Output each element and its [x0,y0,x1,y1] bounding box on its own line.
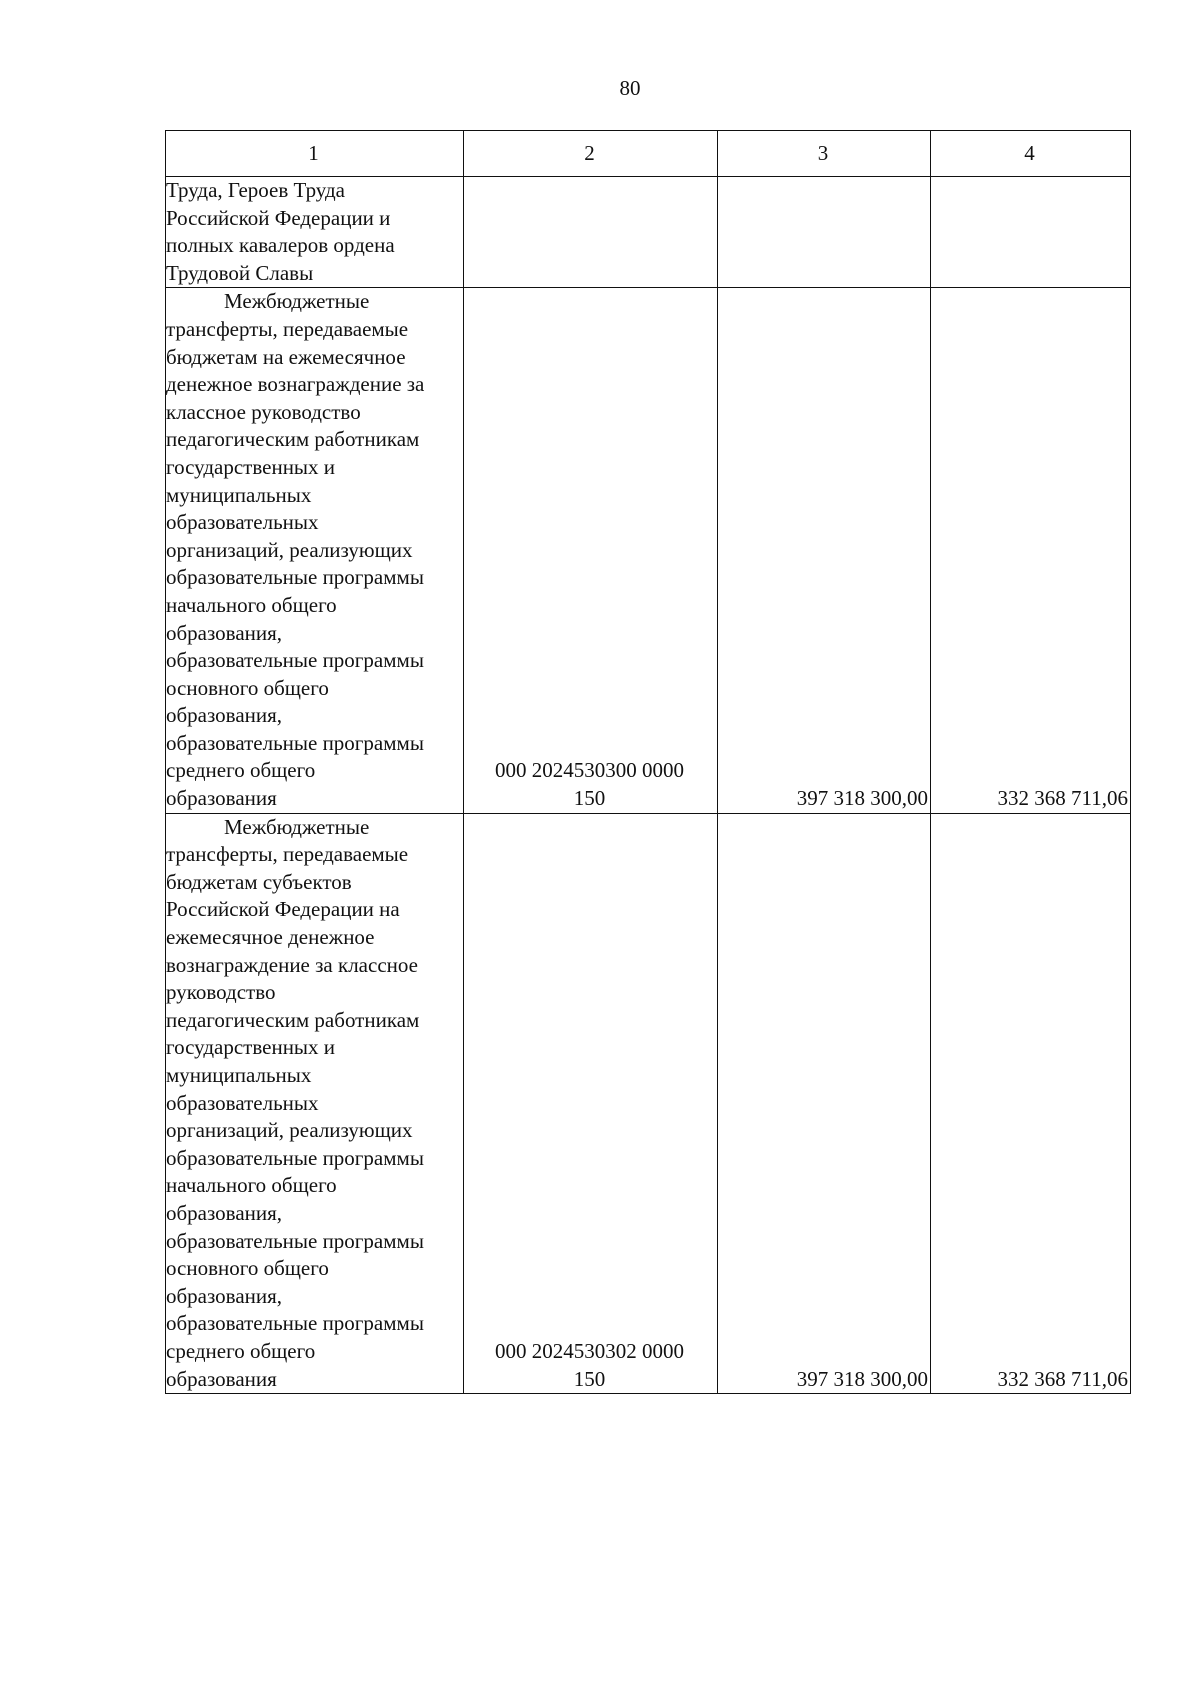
row-value-2026: 332 368 711,06 [931,813,1131,1393]
row-name-line: среднего общего [166,1338,316,1363]
row-value-2025: 397 318 300,00 [718,813,931,1393]
row-name-line: Трудовой Славы [166,260,314,285]
row-name-line: муниципальных [166,482,312,507]
row-value-2026: 332 368 711,06 [931,288,1131,813]
row-value-2025 [718,177,931,288]
row-name-line: образовательные программы [166,730,424,755]
row-name-line: основного общего [166,675,329,700]
row-name-line: организаций, реализующих [166,1118,413,1143]
row-name-cell [166,288,464,813]
row-code-line: 000 2024530300 0000 [495,758,684,783]
row-code-cell [464,177,718,288]
row-name-line: ежемесячное денежное [166,925,375,950]
row-code-cell [464,813,718,1393]
row-value-2026 [931,177,1131,288]
row-name-line: денежное вознаграждение за [166,372,425,397]
column-header-2: 2 [464,131,718,177]
row-name-line: образования, [166,703,283,728]
row-code-line: 150 [573,786,606,811]
row-name-line: образовательных [166,510,319,535]
row-name-line: муниципальных [166,1063,312,1087]
row-name-line: Межбюджетные [224,814,370,839]
row-name-line: образования, [166,1200,283,1225]
row-name-line: образовательные программы [166,648,424,673]
row-name-cell [166,813,464,1393]
column-header-3: 3 [718,131,931,177]
table-row [166,288,1131,813]
row-name-line: образовательных [166,1090,319,1115]
row-name-line: образования [166,786,277,811]
row-name-line: образовательные программы [166,1311,424,1336]
row-code-line: 150 [573,1366,606,1391]
row-name-line: бюджетам субъектов [166,869,352,894]
row-name-line: классное руководство [166,399,361,424]
row-name-line: основного общего [166,1256,329,1281]
row-name-line: образования, [166,620,283,645]
row-name-line: полных кавалеров ордена [166,233,395,258]
row-name-line: образования, [166,1283,283,1308]
row-name-line: трансферты, передаваемые [166,842,409,867]
row-name-line: Российской Федерации на [166,897,400,922]
column-header-4: 4 [931,131,1131,177]
row-name-line: Труда, Героев Труда [166,178,345,202]
row-name-line: трансферты, передаваемые [166,316,409,341]
row-name-line: государственных и [166,1035,336,1060]
page-number: 80 [619,76,641,100]
row-name-line: образования [166,1366,277,1391]
table-header-row [166,131,1131,177]
row-name-line: организаций, реализующих [166,537,413,562]
row-value-2025: 397 318 300,00 [718,288,931,813]
row-name-line: вознаграждение за классное [166,952,418,977]
row-name-line: образовательные программы [166,1228,424,1253]
row-name-line: образовательные программы [166,565,424,590]
budget-table [165,130,1131,1394]
row-name-line: начального общего [166,1173,337,1198]
column-header-1: 1 [166,131,464,177]
row-name-line: Межбюджетные [224,289,370,314]
row-name-line: начального общего [166,592,337,617]
row-code-line: 000 2024530302 0000 [495,1338,684,1363]
row-name-line: Российской Федерации и [166,205,391,230]
row-name-cell [166,177,464,288]
row-name-line: руководство [166,980,276,1005]
row-code-cell [464,288,718,813]
row-name-line: педагогическим работникам [166,427,420,452]
row-name-line: педагогическим работникам [166,1007,420,1032]
row-name-line: среднего общего [166,758,316,783]
row-name-line: образовательные программы [166,1145,424,1170]
table-row [166,177,1131,288]
table-row [166,813,1131,1393]
row-name-line: государственных и [166,454,336,479]
row-name-line: бюджетам на ежемесячное [166,344,406,369]
